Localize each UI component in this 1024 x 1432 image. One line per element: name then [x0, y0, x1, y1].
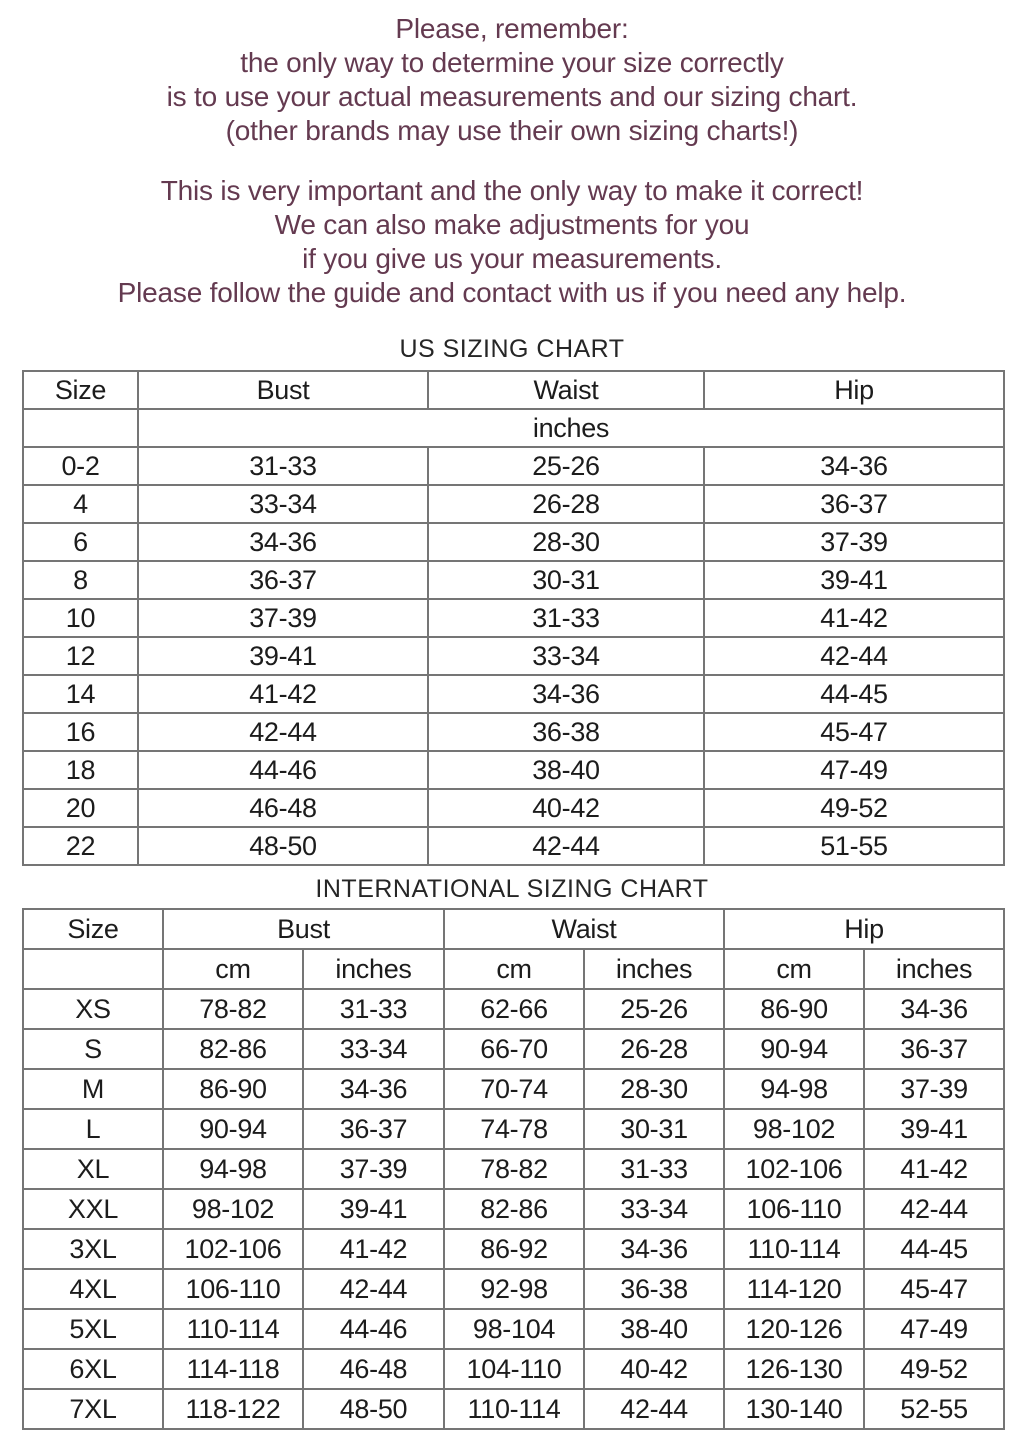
table-row: [23, 1349, 1004, 1389]
waist-cell: 30-31: [428, 561, 704, 599]
unit-label: inches: [864, 949, 1004, 989]
hip-inches-cell: 52-55: [864, 1389, 1004, 1429]
bust-inches-cell: 37-39: [303, 1149, 444, 1189]
hip-cm-cell: 102-106: [724, 1149, 864, 1189]
size-cell: 3XL: [23, 1229, 163, 1269]
table-row: [23, 675, 1004, 713]
waist-cell: 26-28: [428, 485, 704, 523]
table-row: [23, 1109, 1004, 1149]
hip-cell: 34-36: [704, 447, 1004, 485]
hip-cell: 51-55: [704, 827, 1004, 865]
bust-cm-cell: 118-122: [163, 1389, 303, 1429]
table-row: [23, 1189, 1004, 1229]
hip-inches-cell: 49-52: [864, 1349, 1004, 1389]
waist-cell: 31-33: [428, 599, 704, 637]
waist-cm-cell: 82-86: [444, 1189, 584, 1229]
size-cell: 20: [23, 789, 138, 827]
waist-cm-cell: 98-104: [444, 1309, 584, 1349]
waist-cm-cell: 70-74: [444, 1069, 584, 1109]
size-cell: 14: [23, 675, 138, 713]
waist-cm-cell: 62-66: [444, 989, 584, 1029]
hip-cm-cell: 130-140: [724, 1389, 864, 1429]
waist-cell: 25-26: [428, 447, 704, 485]
bust-cell: 31-33: [138, 447, 428, 485]
bust-cell: 33-34: [138, 485, 428, 523]
unit-label: inches: [138, 409, 1004, 447]
waist-cm-cell: 66-70: [444, 1029, 584, 1069]
waist-cell: 40-42: [428, 789, 704, 827]
bust-inches-cell: 33-34: [303, 1029, 444, 1069]
bust-cell: 39-41: [138, 637, 428, 675]
bust-cm-cell: 102-106: [163, 1229, 303, 1269]
bust-cell: 48-50: [138, 827, 428, 865]
size-cell: 6XL: [23, 1349, 163, 1389]
hip-inches-cell: 47-49: [864, 1309, 1004, 1349]
hip-cell: 44-45: [704, 675, 1004, 713]
bust-cm-cell: 106-110: [163, 1269, 303, 1309]
waist-inches-cell: 36-38: [584, 1269, 724, 1309]
size-cell: 4XL: [23, 1269, 163, 1309]
waist-cell: 34-36: [428, 675, 704, 713]
hip-cell: 47-49: [704, 751, 1004, 789]
table-row: [23, 1149, 1004, 1189]
table-row: [23, 989, 1004, 1029]
us-sizing-table: [22, 370, 1005, 866]
bust-inches-cell: 36-37: [303, 1109, 444, 1149]
hip-cm-cell: 90-94: [724, 1029, 864, 1069]
size-cell: 7XL: [23, 1389, 163, 1429]
hip-cm-cell: 106-110: [724, 1189, 864, 1229]
hip-inches-cell: 34-36: [864, 989, 1004, 1029]
hip-cell: 49-52: [704, 789, 1004, 827]
bust-cell: 41-42: [138, 675, 428, 713]
bust-cm-cell: 78-82: [163, 989, 303, 1029]
intro-line: We can also make adjustments for you: [274, 209, 750, 240]
hip-cm-cell: 94-98: [724, 1069, 864, 1109]
hip-cell: 41-42: [704, 599, 1004, 637]
column-header-size: Size: [23, 371, 138, 409]
hip-cell: 37-39: [704, 523, 1004, 561]
waist-cell: 36-38: [428, 713, 704, 751]
hip-cell: 39-41: [704, 561, 1004, 599]
intro-line: if you give us your measurements.: [302, 243, 722, 274]
hip-cm-cell: 86-90: [724, 989, 864, 1029]
size-cell: XL: [23, 1149, 163, 1189]
bust-inches-cell: 48-50: [303, 1389, 444, 1429]
bust-cell: 44-46: [138, 751, 428, 789]
hip-cm-cell: 98-102: [724, 1109, 864, 1149]
waist-cm-cell: 74-78: [444, 1109, 584, 1149]
hip-inches-cell: 39-41: [864, 1109, 1004, 1149]
size-cell: 16: [23, 713, 138, 751]
hip-cell: 45-47: [704, 713, 1004, 751]
unit-label: cm: [724, 949, 864, 989]
waist-cell: 38-40: [428, 751, 704, 789]
size-cell: 22: [23, 827, 138, 865]
unit-label: cm: [444, 949, 584, 989]
waist-cell: 28-30: [428, 523, 704, 561]
unit-label: inches: [303, 949, 444, 989]
waist-cm-cell: 104-110: [444, 1349, 584, 1389]
intro-line: Please, remember:: [395, 13, 629, 44]
intro-line: is to use your actual measurements and our sizing chart.: [166, 81, 858, 112]
size-cell: L: [23, 1109, 163, 1149]
international-chart-title: INTERNATIONAL SIZING CHART: [315, 875, 709, 903]
table-row: [23, 713, 1004, 751]
column-header-waist: Waist: [444, 909, 724, 949]
unit-header-row: [23, 949, 1004, 989]
bust-cell: 42-44: [138, 713, 428, 751]
bust-inches-cell: 42-44: [303, 1269, 444, 1309]
hip-inches-cell: 42-44: [864, 1189, 1004, 1229]
size-cell: S: [23, 1029, 163, 1069]
table-row: [23, 1229, 1004, 1269]
bust-inches-cell: 46-48: [303, 1349, 444, 1389]
waist-cm-cell: 110-114: [444, 1389, 584, 1429]
table-row: [23, 561, 1004, 599]
waist-inches-cell: 25-26: [584, 989, 724, 1029]
size-cell: 0-2: [23, 447, 138, 485]
empty-cell: [23, 949, 163, 989]
size-cell: 5XL: [23, 1309, 163, 1349]
bust-inches-cell: 41-42: [303, 1229, 444, 1269]
waist-cell: 33-34: [428, 637, 704, 675]
bust-inches-cell: 39-41: [303, 1189, 444, 1229]
column-header-size: Size: [23, 909, 163, 949]
hip-cell: 42-44: [704, 637, 1004, 675]
size-cell: XXL: [23, 1189, 163, 1229]
column-header-hip: Hip: [704, 371, 1004, 409]
hip-inches-cell: 44-45: [864, 1229, 1004, 1269]
hip-inches-cell: 45-47: [864, 1269, 1004, 1309]
column-header-waist: Waist: [428, 371, 704, 409]
table-row: [23, 485, 1004, 523]
bust-cm-cell: 110-114: [163, 1309, 303, 1349]
bust-cm-cell: 114-118: [163, 1349, 303, 1389]
unit-label: inches: [584, 949, 724, 989]
waist-inches-cell: 33-34: [584, 1189, 724, 1229]
hip-inches-cell: 41-42: [864, 1149, 1004, 1189]
column-header-hip: Hip: [724, 909, 1004, 949]
waist-inches-cell: 30-31: [584, 1109, 724, 1149]
hip-cm-cell: 120-126: [724, 1309, 864, 1349]
bust-cm-cell: 86-90: [163, 1069, 303, 1109]
waist-inches-cell: 40-42: [584, 1349, 724, 1389]
waist-inches-cell: 42-44: [584, 1389, 724, 1429]
intro-line: the only way to determine your size correctly: [240, 47, 784, 78]
table-row: [23, 637, 1004, 675]
table-row: [23, 1309, 1004, 1349]
us-chart-title: US SIZING CHART: [399, 335, 625, 363]
size-cell: 12: [23, 637, 138, 675]
waist-inches-cell: 26-28: [584, 1029, 724, 1069]
unit-row: [23, 409, 1004, 447]
waist-cm-cell: 78-82: [444, 1149, 584, 1189]
waist-cell: 42-44: [428, 827, 704, 865]
hip-cm-cell: 114-120: [724, 1269, 864, 1309]
table-row: [23, 827, 1004, 865]
intro-line: This is very important and the only way to make it correct!: [160, 175, 864, 206]
table-row: [23, 599, 1004, 637]
bust-cm-cell: 90-94: [163, 1109, 303, 1149]
size-cell: 6: [23, 523, 138, 561]
waist-inches-cell: 28-30: [584, 1069, 724, 1109]
bust-inches-cell: 34-36: [303, 1069, 444, 1109]
column-header-bust: Bust: [138, 371, 428, 409]
hip-inches-cell: 36-37: [864, 1029, 1004, 1069]
table-header-row: [23, 909, 1004, 949]
waist-inches-cell: 38-40: [584, 1309, 724, 1349]
bust-cm-cell: 82-86: [163, 1029, 303, 1069]
bust-cm-cell: 94-98: [163, 1149, 303, 1189]
table-row: [23, 1269, 1004, 1309]
bust-cell: 46-48: [138, 789, 428, 827]
table-header-row: [23, 371, 1004, 409]
empty-cell: [23, 409, 138, 447]
waist-cm-cell: 86-92: [444, 1229, 584, 1269]
bust-inches-cell: 31-33: [303, 989, 444, 1029]
intro-line: (other brands may use their own sizing charts!): [225, 115, 799, 146]
bust-inches-cell: 44-46: [303, 1309, 444, 1349]
column-header-bust: Bust: [163, 909, 444, 949]
waist-cm-cell: 92-98: [444, 1269, 584, 1309]
bust-cm-cell: 98-102: [163, 1189, 303, 1229]
bust-cell: 34-36: [138, 523, 428, 561]
table-row: [23, 789, 1004, 827]
intro-text-second-block: [0, 174, 1024, 310]
waist-inches-cell: 34-36: [584, 1229, 724, 1269]
size-cell: 18: [23, 751, 138, 789]
table-row: [23, 523, 1004, 561]
table-row: [23, 1069, 1004, 1109]
hip-cm-cell: 126-130: [724, 1349, 864, 1389]
table-row: [23, 447, 1004, 485]
hip-cell: 36-37: [704, 485, 1004, 523]
size-cell: 8: [23, 561, 138, 599]
international-sizing-table: [22, 908, 1005, 1430]
hip-cm-cell: 110-114: [724, 1229, 864, 1269]
unit-label: cm: [163, 949, 303, 989]
table-row: [23, 1389, 1004, 1429]
table-row: [23, 1029, 1004, 1069]
size-cell: XS: [23, 989, 163, 1029]
intro-text: [0, 0, 1024, 310]
bust-cell: 36-37: [138, 561, 428, 599]
bust-cell: 37-39: [138, 599, 428, 637]
table-row: [23, 751, 1004, 789]
size-cell: M: [23, 1069, 163, 1109]
size-cell: 4: [23, 485, 138, 523]
size-cell: 10: [23, 599, 138, 637]
intro-line: Please follow the guide and contact with us if you need any help.: [117, 277, 907, 308]
hip-inches-cell: 37-39: [864, 1069, 1004, 1109]
waist-inches-cell: 31-33: [584, 1149, 724, 1189]
